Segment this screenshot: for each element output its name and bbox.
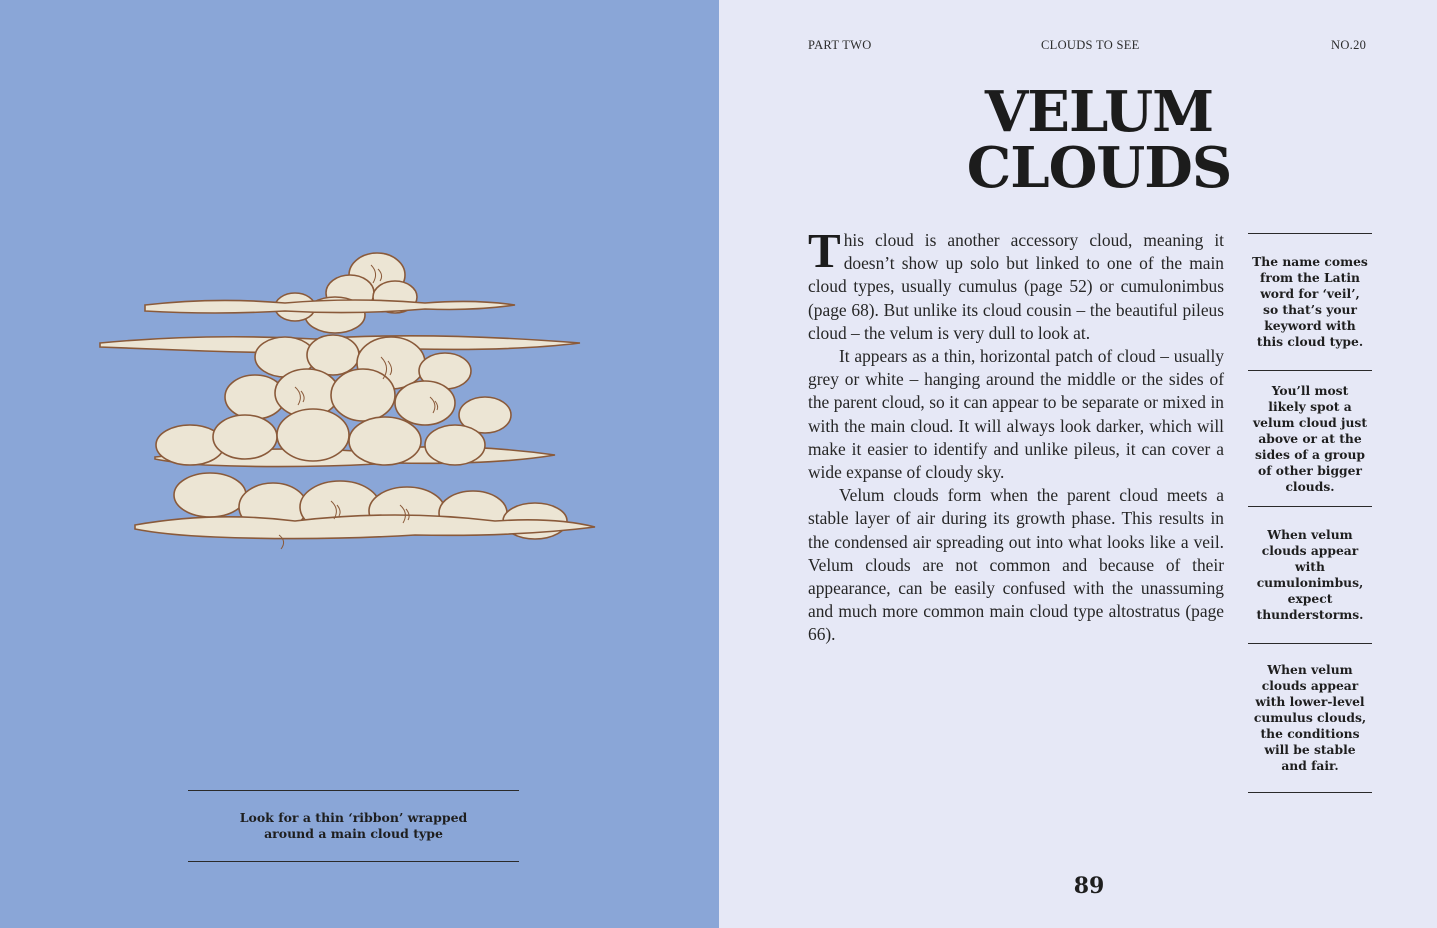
dropcap: T (808, 223, 841, 278)
page-title-line-2: CLOUDS (966, 135, 1232, 201)
body-paragraph-3: Velum clouds form when the parent cloud meets a stable layer of air during its growth phase. This results in the condensed air spreading out into what looks like a veil. Velum clouds are not common and because of their appearance, can be easily confused with the unassuming and much more common main cloud type altostratus (page 66). (808, 485, 1224, 645)
sidebar-note (1248, 506, 1372, 643)
illustration-caption-box (188, 790, 519, 862)
sidebar-note (1248, 643, 1372, 793)
illustration-caption: Look for a thin ‘ribbon’ wrapped around a main cloud type (239, 810, 468, 841)
page-number: 89 (1073, 873, 1105, 899)
body-paragraph-1-text: his cloud is another accessory cloud, meaning it doesn’t show up solo but linked to one of the main cloud types, usually cumulus (page 52) or cumulonimbus (page 68). But unlike its cloud cousin – the beautiful pileus cloud – the velum is very dull to look at. (808, 230, 1224, 343)
body-text (808, 223, 1224, 647)
sidebar-notes (1248, 233, 1372, 793)
body-paragraph-2: It appears as a thin, horizontal patch of cloud – usually grey or white – hanging around the middle or the sides of the parent cloud, so it can appear to be separate or mixed in with the main cloud. It will always look darker, which will make it easier to identify and unlike pileus, it can cover a wide expanse of cloudy sky. (808, 346, 1224, 483)
sidebar-note (1248, 370, 1372, 506)
sidebar-note (1248, 233, 1372, 370)
running-head-part: PART TWO (808, 38, 872, 52)
page-title-line-1: VELUM (984, 79, 1214, 145)
right-page (719, 0, 1437, 928)
sidebar-note-text: The name comes from the Latin word for ‘veil’, so that’s your keyword with this cloud type. (1252, 254, 1368, 349)
running-head-number: NO.20 (1331, 38, 1367, 52)
running-head-section: CLOUDS TO SEE (1041, 38, 1140, 52)
body-paragraph-1 (808, 223, 1224, 345)
sidebar-note-text: When velum clouds appear with cumulonimbus, expect thunderstorms. (1256, 527, 1364, 622)
sidebar-note-text: You’ll most likely spot a velum cloud just above or at the sides of a group of other bigger clouds. (1252, 382, 1368, 494)
sidebar-note-text: When velum clouds appear with lower-level cumulus clouds, the conditions will be stable and fair. (1253, 662, 1367, 773)
page-title (949, 79, 1249, 201)
velum-cloud-illustration (95, 245, 615, 565)
